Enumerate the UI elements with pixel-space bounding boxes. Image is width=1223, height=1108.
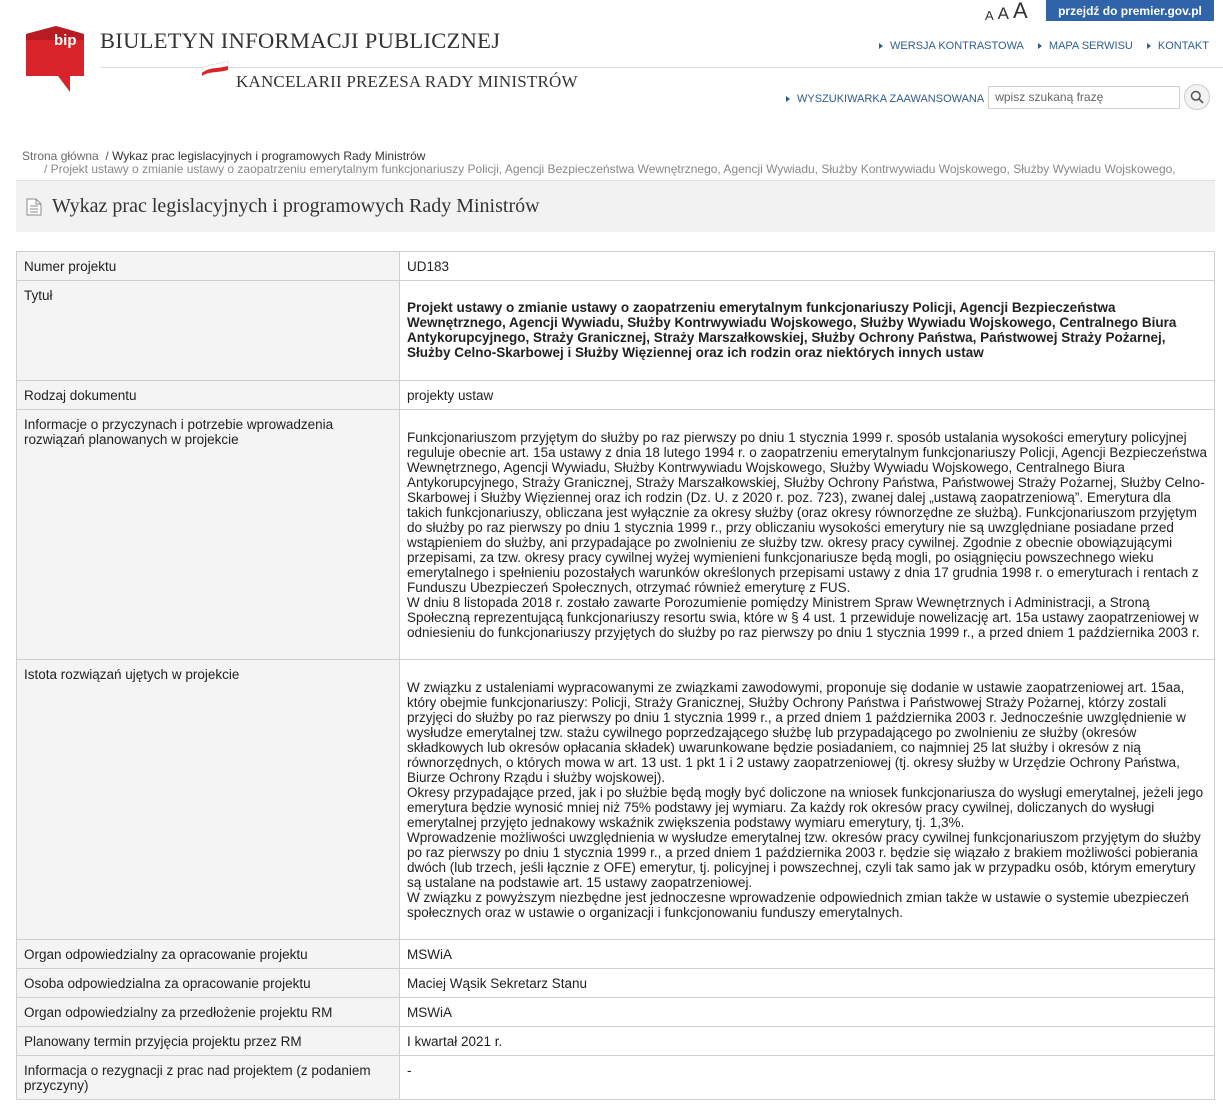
project-info-table bbox=[16, 251, 1215, 1100]
polish-flag-icon bbox=[200, 60, 230, 76]
row-value-informacje bbox=[407, 430, 1207, 640]
bip-logo[interactable] bbox=[26, 26, 84, 92]
table-row bbox=[17, 969, 1215, 998]
table-row bbox=[17, 660, 1215, 940]
site-map-label: MAPA SERWISU bbox=[1048, 40, 1133, 52]
site-subtitle: KANCELARII PREZESA RADY MINISTRÓW bbox=[236, 72, 578, 91]
page-title-bar bbox=[16, 180, 1215, 232]
breadcrumb-level1-link[interactable]: Wykaz prac legislacyjnych i programowych Rady Ministrów bbox=[112, 149, 426, 163]
advanced-search-link[interactable] bbox=[786, 93, 984, 105]
row-label-organ-opracowanie: Organ odpowiedzialny za opracowanie projektu bbox=[17, 940, 400, 969]
site-title: BIULETYN INFORMACJI PUBLICZNEJ bbox=[100, 28, 501, 53]
contact-label: KONTAKT bbox=[1157, 40, 1209, 52]
breadcrumb-separator: / bbox=[102, 149, 113, 163]
row-value-tytul: Projekt ustawy o zmianie ustawy o zaopatrzeniu emerytalnym funkcjonariuszy Policji, Agencji Bezpieczeństwa Wewnętrznego, Agencji Wywiadu, Służby Kontrwywiadu Wojskowego, Służby Wywiadu Wojskowego, Centralnego Biura Antykorupcyjnego, Straży Granicznej, Straży Marszałkowskiej, Służby Ochrony Państwa, Państwowej Straży Pożarnej, Służby Celno-Skarbowej i Służby Więziennej oraz ich rodzin oraz niektórych innych ustaw bbox=[407, 300, 1177, 360]
table-row bbox=[17, 1056, 1215, 1100]
triangle-right-icon bbox=[786, 96, 790, 102]
istota-paragraph-3: Wprowadzenie możliwości uwzględnienia w wysłudze emerytalnej tzw. okresów pracy cywilnej funkcjonariuszom przyjętym do służby po raz pierwszy po dniu 1 stycznia 1999 r., a przed dniem 1 października 2003 r. będzie się wiązało z brakiem możliwości pobierania dwóch (lub trzech, jeśli łącznie z OFE) emerytur, tj. policyjnej i powszechnej, czyli tak samo jak w przypadku osób, którym emerytury są ustalane na podstawie art. 15 ustawy zaopatrzeniowej. bbox=[407, 830, 1201, 890]
row-value-tytul-cell bbox=[400, 281, 1215, 381]
row-label-rodzaj: Rodzaj dokumentu bbox=[17, 381, 400, 410]
istota-paragraph-4: W związku z powyższym niezbędne jest jednoczesne wprowadzenie odpowiednich zmian także w ustawie o systemie ubezpieczeń społecznych oraz w ustawie o organizacji i funkcjonowaniu funduszy emerytalnych. bbox=[407, 890, 1189, 920]
table-row bbox=[17, 281, 1215, 381]
row-value-organ-opracowanie: MSWiA bbox=[400, 940, 1215, 969]
font-size-switcher bbox=[985, 0, 1028, 22]
row-value-informacje-cell bbox=[400, 410, 1215, 660]
bip-logo-text: bip bbox=[54, 32, 77, 49]
contact-link[interactable] bbox=[1147, 40, 1209, 52]
row-value-istota bbox=[407, 680, 1207, 920]
row-value-osoba: Maciej Wąsik Sekretarz Stanu bbox=[400, 969, 1215, 998]
font-size-small[interactable]: A bbox=[985, 8, 994, 23]
breadcrumb-level2: Projekt ustawy o zmianie ustawy o zaopatrzeniu emerytalnym funkcjonariuszy Policji, Agencji Bezpieczeństwa Wewnętrznego, Agencji Wywiadu, Służby Kontrwywiadu Wojskowego, Służby Wywiadu Wojskowego, bbox=[50, 163, 1176, 176]
triangle-right-icon bbox=[879, 43, 883, 49]
informacje-paragraph-1: Funkcjonariuszom przyjętym do służby po raz pierwszy po dniu 1 stycznia 1999 r. sposób ustalania wysokości emerytury policyjnej reguluje obecnie art. 15a ustawy z dnia 18 lutego 1994 r. o zaopatrzeniu emerytalnym funkcjonariuszy Policji, Agencji Bezpieczeństwa Wewnętrznego, Agencji Wywiadu, Służby Kontrwywiadu Wojskowego, Służby Wywiadu Wojskowego, Centralnego Biura Antykorupcyjnego, Straży Granicznej, Straży Marszałkowskiej, Służby Ochrony Państwa, Państwowej Straży Pożarnej, Służby Celno-Skarbowej i Służby Więziennej oraz ich rodzin (Dz. U. z 2020 r. poz. 723), zwanej dalej „ustawą zaopatrzeniową”. Emerytura dla takich funkcjonariuszy, obliczana jest wyłącznie za okresy służby (oraz okresy równorzędne ze służbą). Funkcjonariuszom przyjętym do służby po raz pierwszy po dniu 1 stycznia 1999 r., przy obliczaniu wysokości emerytury nie są uwzględniane posiadane przed wstąpieniem do służby, ani przypadające po zwolnieniu ze służby tzw. okresy pracy cywilnej. Zgodnie z obecnie obowiązującymi przepisami, za tzw. okresy pracy cywilnej wyżej wymienieni funkcjonariusze będą mogli, po osiągnięciu powszechnego wieku emerytalnego i spełnieniu pozostałych warunków określonych przepisami ustawy z dnia 17 grudnia 1998 r. o emeryturach i rentach z Funduszu Ubezpieczeń Społecznych, otrzymać również emeryturę z FUS. bbox=[407, 430, 1207, 595]
informacje-paragraph-2: W dniu 8 listopada 2018 r. zostało zawarte Porozumienie pomiędzy Ministrem Spraw Wewnętrznych i Administracji, a Stroną Społeczną reprezentującą funkcjonariuszy resortu swia, które w § 4 ust. 1 przewiduje nowelizację art. 15a ustawy zaopatrzeniowej w odniesieniu do funkcjonariuszy przyjętych do służby po raz pierwszy po dniu 1 stycznia 1999 r., a przed dniem 1 października 2003 r. bbox=[407, 595, 1200, 640]
search-area bbox=[786, 84, 1210, 110]
search-input[interactable] bbox=[988, 86, 1180, 109]
page-title: Wykaz prac legislacyjnych i programowych Rady Ministrów bbox=[52, 195, 540, 217]
font-size-medium[interactable]: A bbox=[997, 4, 1010, 23]
table-row bbox=[17, 1027, 1215, 1056]
font-size-large[interactable]: A bbox=[1013, 0, 1028, 23]
row-label-termin: Planowany termin przyjęcia projektu przez RM bbox=[17, 1027, 400, 1056]
search-icon bbox=[1190, 90, 1204, 104]
row-label-informacje: Informacje o przyczynach i potrzebie wprowadzenia rozwiązań planowanych w projekcie bbox=[17, 410, 400, 660]
istota-paragraph-1: W związku z ustaleniami wypracowanymi ze związkami zawodowymi, proponuje się dodanie w ustawie zaopatrzeniowej art. 15aa, który obejmie funkcjonariuszy: Policji, Straży Granicznej, Służby Ochrony Państwa i Państwowej Straży Pożarnej, którzy zostali przyjęci do służby po raz pierwszy po dniu 1 stycznia 1999 r., a przed dniem 1 października 2003 r. Jednocześnie uwzględnienie w wysłudze emerytalnej tzw. stażu cywilnego poprzedzającego służbę lub przypadającego po zwolnieniu ze służby (okresów składkowych lub okresów opłacania składek) uwarunkowane będzie posiadaniem, co najmniej 25 lat służby i okresów z nią równorzędnych, o których mowa w art. 13 ust. 1 pkt 1 i 2 ustawy zaopatrzeniowej (tj. okresy służby w Urzędzie Ochrony Państwa, Biurze Ochrony Rządu i służby wojskowej). bbox=[407, 680, 1186, 785]
contrast-version-label: WERSJA KONTRASTOWA bbox=[890, 40, 1024, 52]
premier-gov-link[interactable]: przejdź do premier.gov.pl bbox=[1046, 0, 1214, 21]
site-header bbox=[0, 0, 1223, 140]
document-icon bbox=[26, 198, 42, 216]
row-value-organ-przedlozenie: MSWiA bbox=[400, 998, 1215, 1027]
triangle-right-icon bbox=[1038, 43, 1042, 49]
row-value-numer: UD183 bbox=[400, 252, 1215, 281]
row-label-istota: Istota rozwiązań ujętych w projekcie bbox=[17, 660, 400, 940]
breadcrumb bbox=[22, 150, 1212, 176]
row-label-numer: Numer projektu bbox=[17, 252, 400, 281]
row-label-tytul: Tytuł bbox=[17, 281, 400, 381]
row-label-organ-przedlozenie: Organ odpowiedzialny za przedłożenie projektu RM bbox=[17, 998, 400, 1027]
table-row bbox=[17, 381, 1215, 410]
table-row bbox=[17, 998, 1215, 1027]
row-label-rezygnacja: Informacja o rezygnacji z prac nad projektem (z podaniem przyczyny) bbox=[17, 1056, 400, 1100]
advanced-search-label: WYSZUKIWARKA ZAAWANSOWANA bbox=[797, 93, 985, 105]
site-map-link[interactable] bbox=[1038, 40, 1133, 52]
row-value-rezygnacja: - bbox=[400, 1056, 1215, 1100]
title-divider bbox=[100, 67, 1223, 68]
contrast-version-link[interactable] bbox=[879, 40, 1024, 52]
search-button[interactable] bbox=[1184, 84, 1210, 110]
breadcrumb-separator: / bbox=[44, 163, 51, 176]
top-links bbox=[879, 40, 1209, 52]
row-label-osoba: Osoba odpowiedzialna za opracowanie projektu bbox=[17, 969, 400, 998]
table-row bbox=[17, 940, 1215, 969]
table-row bbox=[17, 252, 1215, 281]
table-row bbox=[17, 410, 1215, 660]
row-value-rodzaj: projekty ustaw bbox=[400, 381, 1215, 410]
triangle-right-icon bbox=[1147, 43, 1151, 49]
breadcrumb-home-link[interactable]: Strona główna bbox=[22, 149, 99, 163]
row-value-istota-cell bbox=[400, 660, 1215, 940]
istota-paragraph-2: Okresy przypadające przed, jak i po służbie będą mogły być doliczone na wniosek funkcjonariusza do wysługi emerytalnej, jeżeli jego emerytura będzie wynosić mniej niż 75% podstawy jej wymiaru. Za każdy rok okresów pracy cywilnej, doliczanych do wysługi emerytalnej przyjęto jednakowy wskaźnik zwiększenia podstawy wymiaru emerytury, tj. 1,3%. bbox=[407, 785, 1204, 830]
row-value-termin: I kwartał 2021 r. bbox=[400, 1027, 1215, 1056]
